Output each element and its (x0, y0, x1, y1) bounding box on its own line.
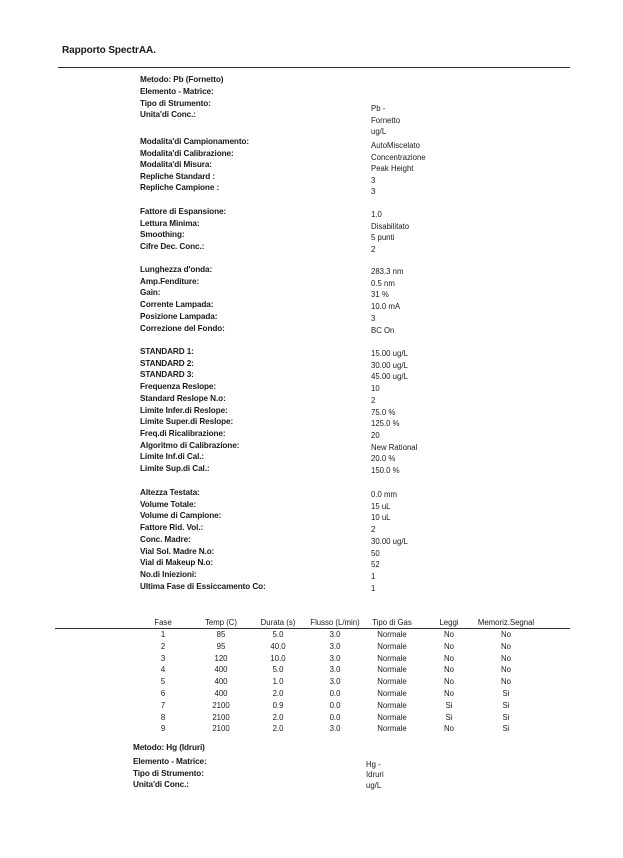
param-row (0, 370, 623, 382)
param-row (0, 149, 623, 161)
table-cell: 2100 (212, 724, 230, 734)
param-label: Algoritmo di Calibrazione: (140, 440, 240, 450)
table-cell: No (444, 641, 454, 651)
param-value: 283.3 nm (371, 267, 404, 276)
param-row (0, 441, 623, 453)
table-cell: No (444, 677, 454, 687)
table-cell: Normale (377, 630, 407, 639)
param-row (0, 535, 623, 547)
table-header-cell: Fase (154, 618, 172, 627)
param-row (0, 324, 623, 336)
table-cell: 1.0 (272, 677, 284, 687)
param-label: Vial Sol. Madre N.o: (140, 546, 215, 556)
param-value: 125.0 % (371, 419, 400, 429)
param-label: Conc. Madre: (140, 534, 191, 544)
param-value: 0.5 nm (371, 278, 395, 288)
table-cell: 8 (160, 712, 166, 722)
param-value: 30.00 ug/L (371, 360, 408, 370)
table-cell: Si (502, 712, 510, 722)
param-label: Elemento - Matrice: (140, 86, 214, 96)
param-value: Disabilitato (371, 221, 410, 231)
param-row (0, 207, 623, 219)
table-cell: 0.0 (329, 712, 341, 722)
table-row (0, 701, 623, 713)
table-cell: 2100 (212, 712, 230, 722)
param-value: New Rational (371, 442, 418, 452)
table-cell: Normale (377, 700, 407, 710)
param-label: Metodo: Pb (Fornetto) (140, 75, 224, 84)
param-label: Elemento - Matrice: (133, 757, 207, 766)
table-cell: 85 (216, 630, 226, 639)
param-row (0, 288, 623, 300)
param-label: Ultima Fase di Essiccamento Co: (140, 581, 266, 591)
table-cell: 400 (214, 677, 228, 687)
param-value: 10.0 mA (371, 302, 401, 312)
param-label: Modalita'di Campionamento: (140, 137, 249, 146)
param-label: Repliche Campione : (140, 183, 220, 193)
table-cell: 2 (160, 641, 166, 651)
param-row (0, 757, 623, 769)
table-cell: Si (445, 712, 453, 722)
table-cell: Normale (377, 641, 407, 651)
param-label: Tipo di Strumento: (140, 98, 211, 108)
table-cell: 3 (160, 653, 166, 663)
param-row (0, 242, 623, 254)
param-label: Unita'di Conc.: (133, 780, 189, 789)
param-value: 2 (371, 395, 376, 405)
table-cell: No (444, 653, 454, 663)
param-value: Hg - (366, 760, 381, 769)
table-cell: 6 (160, 689, 166, 698)
param-label: STANDARD 2: (140, 358, 194, 368)
param-value: 2 (371, 525, 376, 535)
param-value: 30.00 ug/L (371, 536, 408, 546)
table-cell: 3.0 (329, 653, 341, 663)
param-row (0, 558, 623, 570)
param-value: 15 uL (371, 501, 391, 511)
param-value: 20.0 % (371, 454, 396, 464)
table-cell: No (444, 724, 454, 734)
param-label: Repliche Standard : (140, 171, 215, 181)
param-row (0, 394, 623, 406)
table-cell: 10.0 (270, 653, 286, 663)
param-row (0, 265, 623, 277)
table-cell: No (501, 665, 511, 675)
param-value: Fornetto (371, 115, 401, 125)
header-divider (58, 67, 570, 68)
param-value: Pb - (371, 103, 386, 113)
table-cell: No (444, 630, 454, 639)
table-row (0, 642, 623, 654)
param-value: 20 (371, 430, 380, 440)
table-cell: 0.0 (329, 700, 341, 710)
param-row (0, 582, 623, 594)
param-row (0, 523, 623, 535)
param-label: Limite Sup.di Cal.: (140, 464, 210, 473)
table-cell: 3.0 (329, 641, 341, 651)
table-cell: Normale (377, 724, 407, 734)
table-cell: 0.0 (329, 689, 341, 698)
table-cell: Normale (377, 653, 407, 663)
table-cell: 3.0 (329, 665, 341, 675)
param-row (0, 75, 623, 87)
table-header-cell: Flusso (L/min) (310, 618, 360, 627)
table-cell: No (501, 653, 511, 663)
param-row (0, 300, 623, 312)
table-row (0, 689, 623, 701)
table-cell: No (444, 665, 454, 675)
param-row (0, 277, 623, 289)
table-cell: 95 (216, 641, 226, 651)
param-value: 75.0 % (371, 407, 396, 417)
table-cell: 400 (214, 689, 228, 698)
param-row (0, 172, 623, 184)
param-value: Idruri (366, 770, 384, 779)
table-cell: Si (502, 689, 510, 698)
table-cell: 400 (214, 665, 228, 675)
table-cell: 2.0 (272, 689, 284, 698)
table-cell: 3.0 (329, 724, 341, 734)
param-row (0, 417, 623, 429)
table-cell: 4 (160, 665, 166, 675)
param-value: 1 (371, 583, 376, 593)
param-label: Limite Infer.di Reslope: (140, 405, 228, 415)
table-cell: 7 (160, 700, 166, 710)
param-label: STANDARD 1: (140, 347, 194, 356)
param-row (0, 488, 623, 500)
param-label: Frequenza Reslope: (140, 382, 216, 392)
param-value: 3 (371, 175, 376, 185)
table-header-cell: Leggi (439, 618, 459, 627)
param-value: Concentrazione (371, 152, 426, 162)
param-value: ug/L (371, 127, 387, 137)
param-row (0, 429, 623, 441)
param-label: Cifre Dec. Conc.: (140, 241, 205, 251)
param-value: AutoMiscelato (371, 141, 420, 150)
param-value: Peak Height (371, 164, 414, 174)
param-row (0, 312, 623, 324)
table-cell: 0.9 (272, 700, 284, 710)
param-label: Tipo di Strumento: (133, 769, 204, 778)
table-cell: Si (502, 700, 510, 710)
param-label: Corrente Lampada: (140, 300, 214, 310)
table-cell: Normale (377, 712, 407, 722)
table-cell: Si (502, 724, 510, 734)
param-value: 0.0 mm (371, 490, 397, 499)
table-cell: 3.0 (329, 677, 341, 687)
param-label: Smoothing: (140, 230, 185, 239)
param-value: 10 uL (371, 513, 391, 523)
table-cell: No (444, 689, 454, 698)
param-label: Modalita'di Misura: (140, 160, 212, 170)
table-cell: No (501, 630, 511, 639)
table-cell: 9 (160, 724, 166, 734)
param-label: Correzione del Fondo: (140, 323, 225, 333)
param-label: STANDARD 3: (140, 370, 194, 380)
table-cell: Si (445, 700, 453, 710)
param-value: 2 (371, 244, 376, 254)
param-row (0, 183, 623, 195)
table-row (0, 677, 623, 689)
param-label: Limite Inf.di Cal.: (140, 452, 205, 462)
param-label: Volume Totale: (140, 499, 197, 509)
param-value: 1 (371, 571, 376, 581)
table-header-cell: Durata (s) (260, 618, 296, 627)
param-label: Limite Super.di Reslope: (140, 417, 234, 427)
param-value: 45.00 ug/L (371, 372, 408, 382)
param-label: Metodo: Hg (Idruri) (133, 743, 205, 752)
param-label: Lettura Minima: (140, 218, 200, 228)
table-header-cell: Memoriz.Segnal (477, 618, 535, 627)
param-value: 52 (371, 560, 380, 570)
table-row (0, 724, 623, 736)
param-label: Vial di Makeup N.o: (140, 558, 214, 568)
param-row (0, 137, 623, 149)
table-cell: Normale (377, 677, 407, 687)
param-value: 1.0 (371, 210, 382, 219)
param-label: No.di Iniezioni: (140, 569, 197, 579)
param-row (0, 347, 623, 359)
table-header-cell: Tipo di Gas (372, 618, 412, 627)
param-row (0, 780, 623, 792)
param-value: 3 (371, 187, 376, 197)
table-cell: 2.0 (272, 712, 284, 722)
table-cell: Normale (377, 665, 407, 675)
table-cell: 5 (160, 677, 166, 687)
param-value: 50 (371, 548, 380, 558)
param-row (0, 464, 623, 476)
param-row (0, 511, 623, 523)
param-label: Lunghezza d'onda: (140, 265, 213, 274)
param-label: Standard Reslope N.o: (140, 393, 226, 403)
table-cell: 40.0 (270, 641, 286, 651)
param-label: Posizione Lampada: (140, 311, 218, 321)
param-value: 10 (371, 384, 380, 394)
table-cell: No (501, 677, 511, 687)
param-row (0, 219, 623, 231)
param-label: Fattore Rid. Vol.: (140, 523, 204, 533)
param-label: Altezza Testata: (140, 488, 200, 497)
table-cell: 1 (160, 630, 166, 639)
param-label: Fattore di Espansione: (140, 207, 227, 216)
param-value: 15.00 ug/L (371, 349, 408, 358)
param-row (0, 452, 623, 464)
table-cell: 5.0 (272, 630, 284, 639)
param-label: Freq.di Ricalibrazione: (140, 428, 226, 438)
param-label: Amp.Fenditure: (140, 276, 200, 286)
param-row (0, 500, 623, 512)
table-row (0, 665, 623, 677)
table-cell: 5.0 (272, 665, 284, 675)
table-cell: 2100 (212, 700, 230, 710)
param-value: 5 punti (371, 233, 395, 242)
table-cell: No (501, 641, 511, 651)
param-value: 150.0 % (371, 466, 400, 475)
report-title: Rapporto SpectrAA. (62, 45, 156, 56)
param-row (0, 230, 623, 242)
param-row (0, 110, 623, 137)
table-row (0, 630, 623, 642)
table-row (0, 713, 623, 725)
table-cell: 2.0 (272, 724, 284, 734)
table-header-cell: Temp (C) (204, 618, 238, 627)
param-label: Gain: (140, 288, 161, 298)
param-label: Volume di Campione: (140, 511, 222, 521)
param-row (0, 160, 623, 172)
param-row (0, 570, 623, 582)
table-cell: Normale (377, 689, 407, 698)
param-row (0, 547, 623, 559)
param-value: ug/L (366, 781, 382, 790)
param-value: 31 % (371, 290, 389, 300)
param-label: Unita'di Conc.: (140, 110, 196, 120)
param-row (0, 406, 623, 418)
param-row (0, 359, 623, 371)
table-row (0, 654, 623, 666)
param-row (0, 382, 623, 394)
param-value: BC On (371, 325, 395, 335)
table-cell: 120 (214, 653, 228, 663)
table-divider (55, 628, 570, 629)
param-row (0, 743, 623, 755)
table-cell: 3.0 (329, 630, 341, 639)
param-value: 3 (371, 313, 376, 323)
param-label: Modalita'di Calibrazione: (140, 148, 234, 158)
